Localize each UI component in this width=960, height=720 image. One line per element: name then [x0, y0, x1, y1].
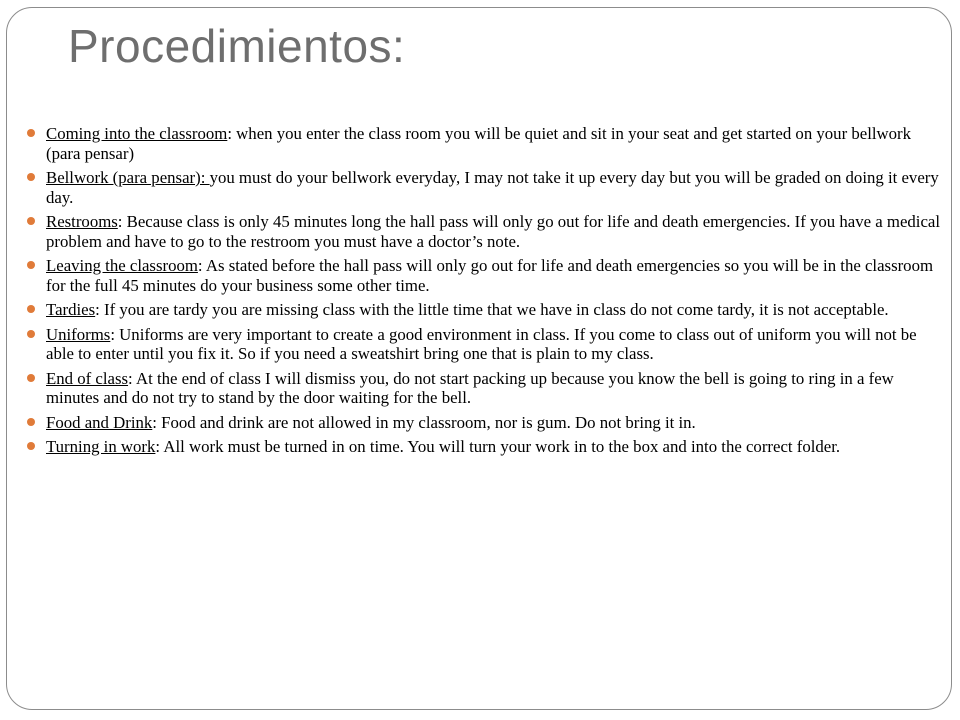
procedure-term: Uniforms: [46, 324, 111, 344]
bullet-icon: [27, 374, 35, 382]
procedure-text: : All work must be turned in on time. You will turn your work in to the box and into the correct folder.: [155, 437, 841, 456]
slide-frame: [6, 7, 952, 710]
procedure-term: Restrooms: [46, 212, 118, 231]
list-item: [27, 124, 947, 163]
slide-title: Procedimientos:: [68, 20, 406, 72]
list-item: [27, 212, 947, 251]
list-item: [27, 437, 947, 457]
procedure-term: Food and Drink: [46, 412, 153, 432]
procedure-text: : As stated before the hall pass will only go out for life and death emergencies so you will be in the classroom for the full 45 minutes do your business some other time.: [46, 256, 934, 295]
procedure-term: Coming into the classroom: [46, 124, 228, 143]
bullet-icon: [27, 217, 35, 225]
procedure-term: Turning in work: [46, 437, 156, 456]
list-item: [27, 168, 947, 207]
list-item: [27, 300, 947, 320]
bullet-icon: [27, 305, 35, 313]
list-item: [27, 256, 947, 295]
procedure-term: Bellwork (para pensar):: [46, 168, 210, 187]
bullet-icon: [27, 173, 35, 181]
procedure-text: : when you enter the class room you will be quiet and sit in your seat and get started on your bellwork (para pensar): [46, 124, 912, 163]
procedure-text: : If you are tardy you are missing class with the little time that we have in class do not come tardy, it is not acceptable.: [95, 300, 889, 319]
bullet-icon: [27, 261, 35, 269]
bullet-icon: [27, 129, 35, 137]
procedure-list: [27, 124, 947, 462]
procedure-term: Leaving the classroom: [46, 256, 198, 275]
list-item: [27, 325, 947, 364]
bullet-icon: [27, 418, 35, 426]
procedure-text: : Because class is only 45 minutes long the hall pass will only go out for life and death emergencies. If you have a medical problem and have to go to the restroom you must have a doctor’s note.: [46, 212, 941, 251]
bullet-icon: [27, 330, 35, 338]
list-item: [27, 413, 947, 433]
procedure-text: : Food and drink are not allowed in my classroom, nor is gum. Do not bring it in.: [152, 412, 696, 432]
procedure-text: : Uniforms are very important to create a good environment in class. If you come to class out of uniform you will not be able to enter until you fix it. So if you need a sweatshirt bring one that is plain to my class.: [46, 324, 917, 363]
procedure-term: End of class: [46, 368, 129, 388]
list-item: [27, 369, 947, 408]
procedure-term: Tardies: [46, 300, 96, 319]
bullet-icon: [27, 442, 35, 450]
procedure-text: you must do your bellwork everyday, I may not take it up every day but you will be graded on doing it every day.: [46, 168, 939, 207]
procedure-text: : At the end of class I will dismiss you, do not start packing up because you know the bell is going to ring in a few minutes and do not try to stand by the door waiting for the bell.: [46, 368, 894, 407]
